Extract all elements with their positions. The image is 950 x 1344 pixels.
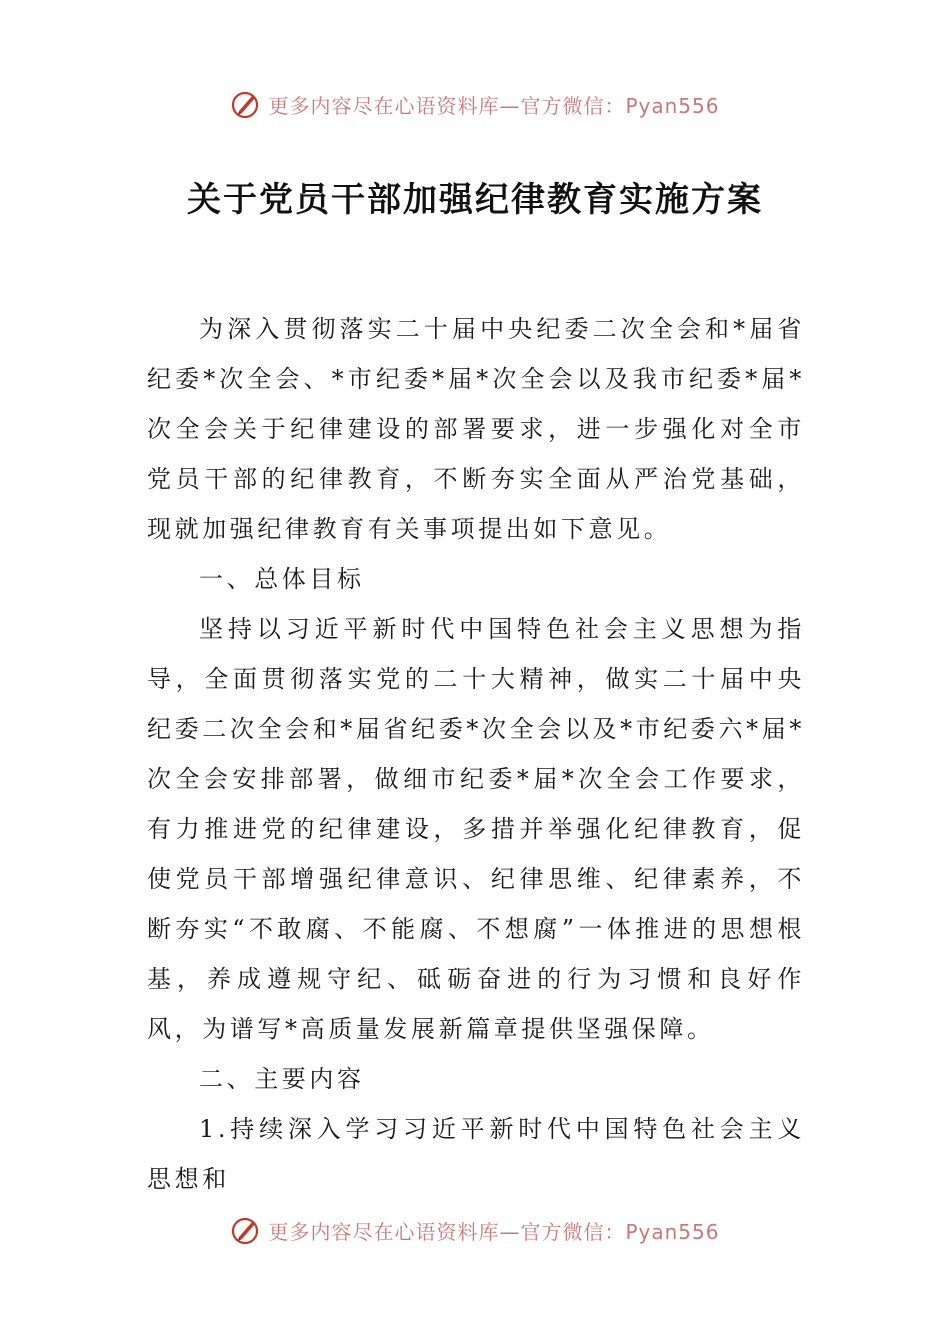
watermark-footer [0,1210,950,1250]
pen-circle-logo-icon [230,88,262,120]
watermark-text: 更多内容尽在心语资料库—官方微信：Pyan556 [268,93,720,118]
paragraph-overall-goal: 坚持以习近平新时代中国特色社会主义思想为指导，全面贯彻落实党的二十大精神，做实二十届中央纪委二次全会和*届省纪委*次全会以及*市纪委六*届*次全会安排部署，做细市纪委*届*次全会工作要求，有力推进党的纪律建设，多措并举强化纪律教育，促使党员干部增强纪律意识、纪律思维、纪律素养，不断夯实“不敢腐、不能腐、不想腐”一体推进的思想根基，养成遵规守纪、砥砺奋进的行为习惯和良好作风，为谱写*高质量发展新篇章提供坚强保障。 [147,615,805,1043]
watermark-header [0,84,950,124]
pen-circle-logo-icon [230,1214,262,1246]
document-title: 关于党员干部加强纪律教育实施方案 [187,180,763,220]
section-heading-main-content: 二、主要内容 [199,1065,365,1093]
paragraph-item-1: 1.持续深入学习习近平新时代中国特色社会主义思想和 [147,1115,805,1193]
document-body [147,304,805,1204]
section-heading-overall-goal: 一、总体目标 [199,565,365,593]
paragraph-intro: 为深入贯彻落实二十届中央纪委二次全会和*届省纪委*次全会、*市纪委*届*次全会以及我市纪委*届*次全会关于纪律建设的部署要求，进一步强化对全市党员干部的纪律教育，不断夯实全面从严治党基础，现就加强纪律教育有关事项提出如下意见。 [147,315,805,543]
watermark-text: 更多内容尽在心语资料库—官方微信：Pyan556 [268,1219,720,1244]
